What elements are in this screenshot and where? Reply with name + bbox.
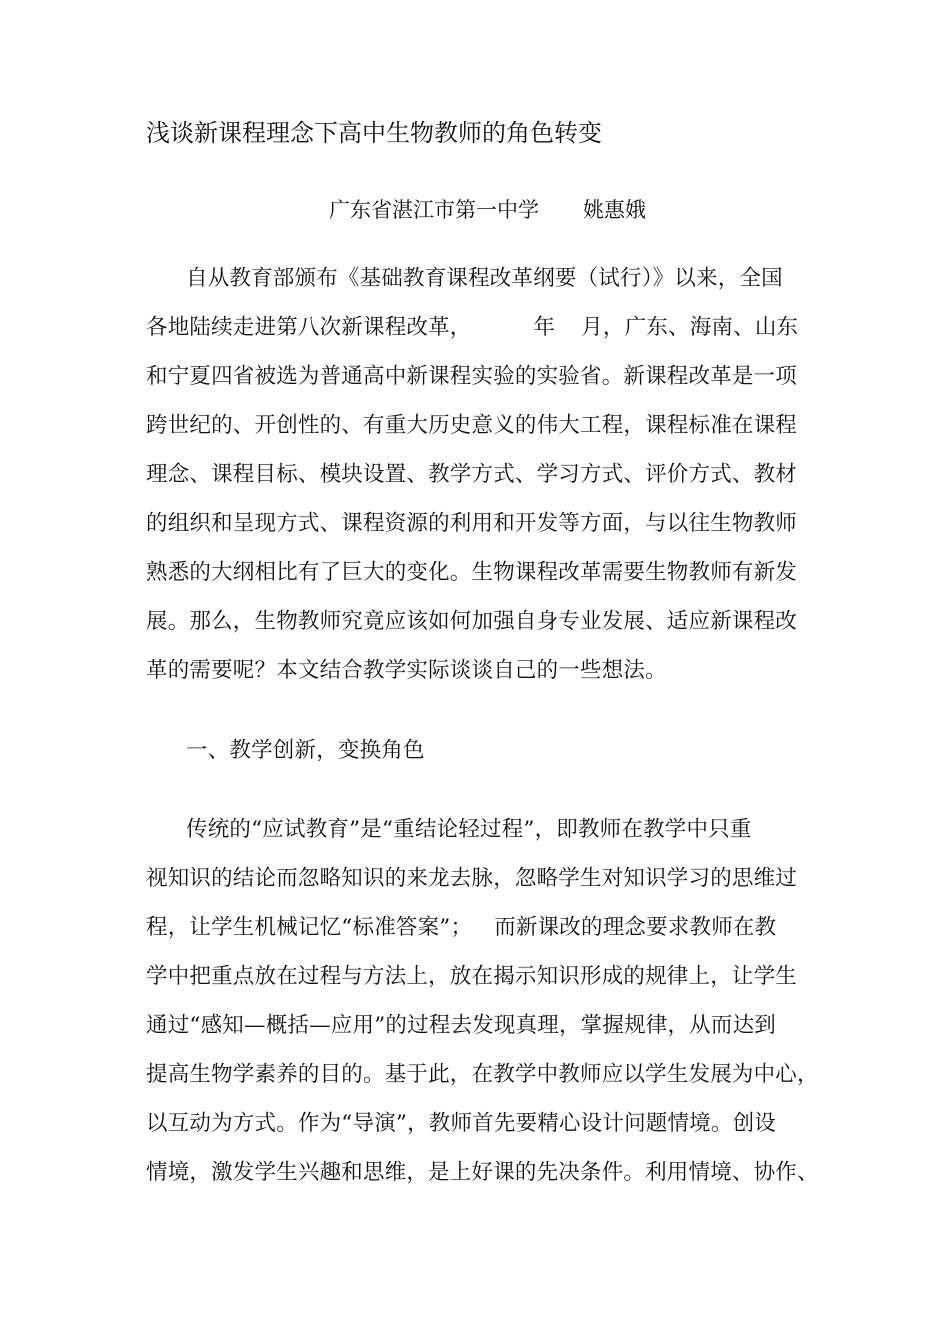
paragraph-line: 视知识的结论而忽略知识的来龙去脉，忽略学生对知识学习的思维过 xyxy=(146,866,798,891)
paragraph-line: 革的需要呢？本文结合教学实际谈谈自己的一些想法。 xyxy=(146,658,667,683)
paragraph-line: 提高生物学素养的目的。基于此，在教学中教师应以学生发展为中心， xyxy=(146,1062,819,1087)
paragraph-line: 理念、课程目标、模块设置、教学方式、学习方式、评价方式、教材 xyxy=(146,462,798,487)
year-label: 年 xyxy=(533,315,556,340)
paragraph-line-segment: 程，让学生机械记忆“标准答案”； xyxy=(146,915,473,940)
paragraph-line: 自从教育部颁布《基础教育课程改革纲要（试行）》以来，全国 xyxy=(186,266,783,291)
paragraph-line: 和宁夏四省被选为普通高中新课程实验的实验省。新课程改革是一项 xyxy=(146,364,798,389)
section-heading: 一、教学创新，变换角色 xyxy=(186,738,425,763)
paragraph-line: 传统的“应试教育”是“重结论轻过程”，即教师在教学中只重 xyxy=(186,817,752,842)
author-byline xyxy=(329,195,646,225)
paragraph-line xyxy=(146,913,776,943)
paragraph-line: 熟悉的大纲相比有了巨大的变化。生物课程改革需要生物教师有新发 xyxy=(146,560,798,585)
paragraph-line-segment: 月，广东、海南、山东 xyxy=(581,315,799,340)
paragraph-line: 情境，激发学生兴趣和思维，是上好课的先决条件。利用情境、协作、 xyxy=(146,1160,819,1185)
paragraph-line: 学中把重点放在过程与方法上，放在揭示知识形成的规律上，让学生 xyxy=(146,964,798,989)
paragraph-line-segment: 各地陆续走进第八次新课程改革， xyxy=(146,315,472,340)
paragraph-line: 展。那么，生物教师究竟应该如何加强自身专业发展、适应新课程改 xyxy=(146,609,798,634)
paragraph-line-segment: 而新课改的理念要求教师在教 xyxy=(494,915,777,940)
paragraph-line: 跨世纪的、开创性的、有重大历史意义的伟大工程，课程标准在课程 xyxy=(146,413,798,438)
paragraph-line: 以互动为方式。作为“导演”，教师首先要精心设计问题情境。创设 xyxy=(146,1111,776,1136)
author-name: 姚惠娥 xyxy=(583,198,646,222)
document-title: 浅谈新课程理念下高中生物教师的角色转变 xyxy=(146,119,602,147)
paragraph-line: 的组织和呈现方式、课程资源的利用和开发等方面，与以往生物教师 xyxy=(146,511,798,536)
paragraph-line xyxy=(146,313,798,343)
author-school: 广东省湛江市第一中学 xyxy=(329,198,539,222)
paragraph-line: 通过“感知—概括—应用”的过程去发现真理，掌握规律，从而达到 xyxy=(146,1013,776,1038)
